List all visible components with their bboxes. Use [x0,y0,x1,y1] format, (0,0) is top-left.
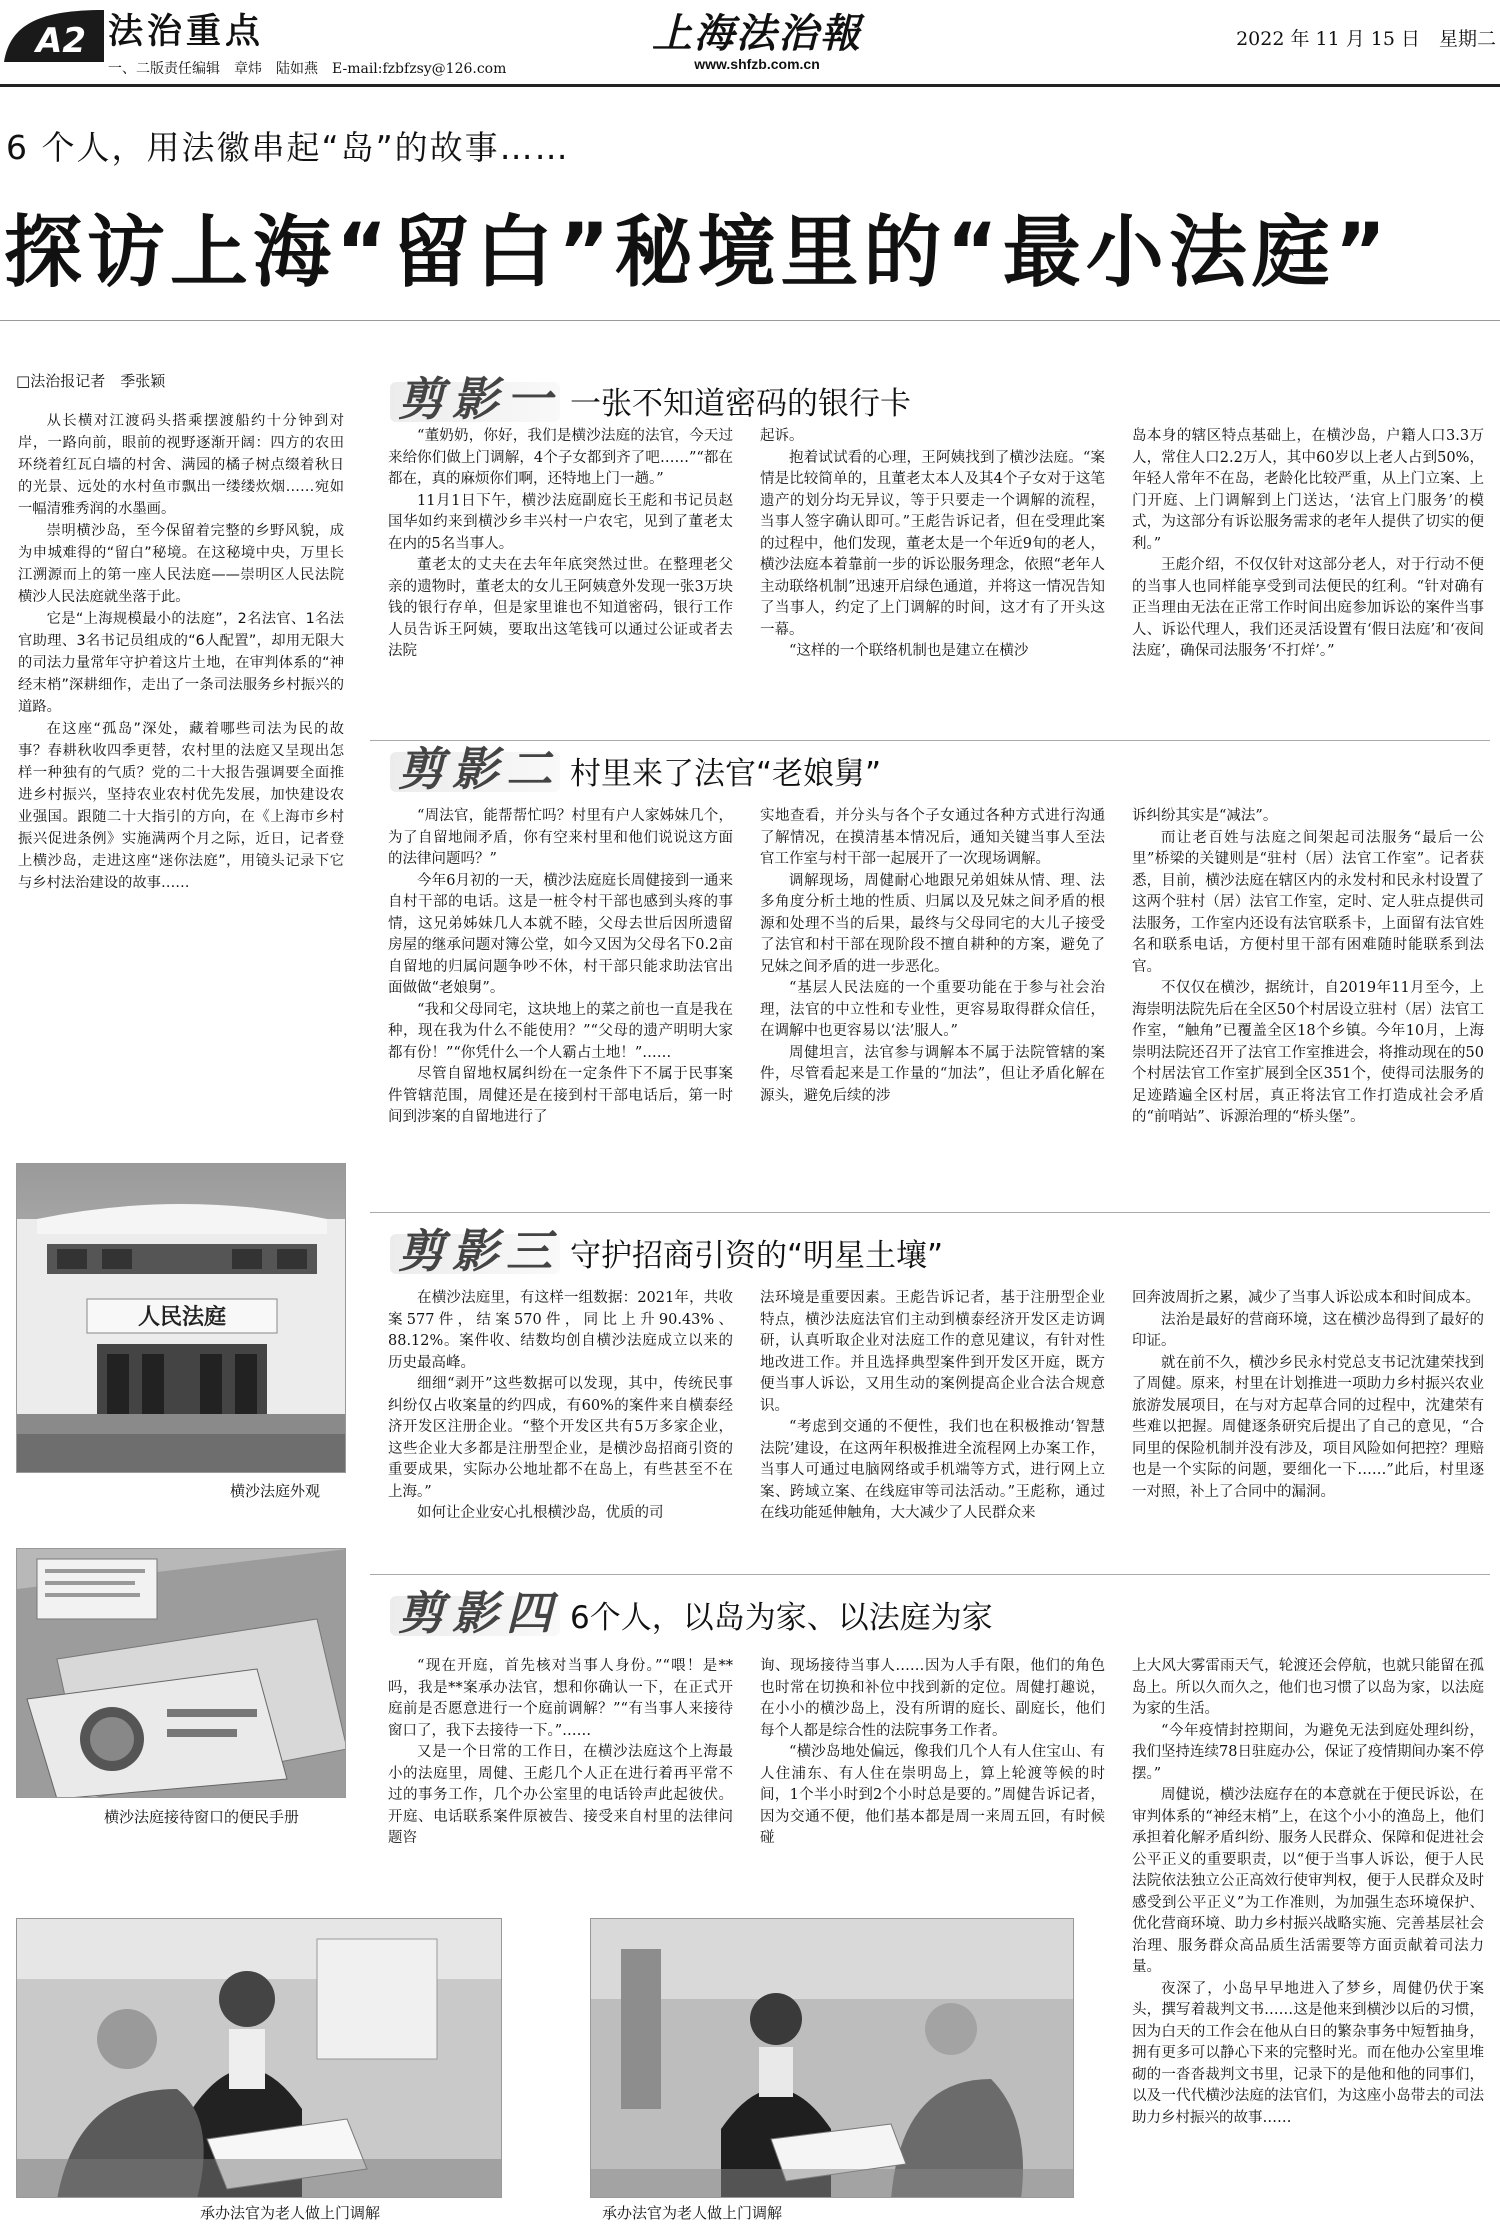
article-paragraph: 不仅仅在横沙，据统计，自2019年11月至今，上海崇明法院先后在全区50个村居设立驻村（居）法官工作室，“触角”已覆盖全区18个乡镇。今年10月，上海崇明法院还召开了法官工作室推进会，将推动现在的50个村居法官工作室扩展到全区351个，使得司法服务的足迹踏遍全区村居，真正将法官工作打造成社会矛盾的“前哨站”、诉源治理的“桥头堡”。 [1132,980,1484,1125]
article-paragraph: 上大风大雾雷雨天气，轮渡还会停航，也就只能留在孤岛上。所以久而久之，他们也习惯了以岛为家，以法庭为家的生活。 [1132,1658,1484,1717]
section-number: 剪影三 [398,1224,560,1278]
article-paragraph: 如何让企业安心扎根横沙岛，优质的司 [417,1505,664,1521]
article-column [388,426,733,734]
article-column [1132,1656,1484,2222]
byline-text: 法治报记者 季张颖 [30,372,166,390]
article-paragraph: “我和父母同宅，这块地上的菜之前也一直是我在种，现在我为什么不能使用？”“父母的遗产明明大家都有份！”“你凭什么一个人霸占土地！”…… [388,1001,733,1061]
newspaper-masthead: 上海法治報 [652,10,862,57]
section-heading [370,1218,1490,1284]
article-paragraph: 细细“剥开”这些数据可以发现，其中，传统民事纠纷仅占收案量的约四成，有60%的案件来自横泰经济开发区注册企业。“整个开发区共有5万多家企业，这些企业大多都是注册型企业，是横沙岛招商引资的重要成果，实际办公地址都不在岛上，有些甚至不在上海。” [388,1376,733,1500]
article-column [1132,1288,1484,1568]
article-paragraph: “横沙岛地处偏远，像我们几个人有人住宝山、有人住浦东、有人住在崇明岛上，算上轮渡等候的时间，1个半小时到2个小时总是要的。”周健告诉记者，因为交通不便，他们基本都是周一来周五回，有时候碰 [760,1744,1105,1846]
section-number: 剪影一 [398,372,560,426]
svg-text:A2: A2 [36,21,86,61]
section-title-text: 村里来了法官“老娘舅” [570,756,882,792]
page-number-badge [0,4,110,66]
article-paragraph: 周健坦言，法官参与调解本不属于法院管辖的案件，尽管看起来是工作量的“加法”，但让矛盾化解在源头，避免后续的涉 [760,1044,1105,1104]
article-column [388,1288,733,1568]
section-number: 剪影二 [398,742,560,796]
section-heading [370,366,1490,432]
article-paragraph: 实地查看，并分头与各个子女通过各种方式进行沟通了解情况，在摸清基本情况后，通知关键当事人至法官工作室与村干部一起展开了一次现场调解。 [760,808,1105,867]
article-paragraph: 询、现场接待当事人……因为人手有限，他们的角色也时常在切换和补位中找到新的定位。周健打趣说，在小小的横沙岛上，没有所谓的庭长、副庭长，他们每个人都是综合性的法院事务工作者。 [760,1658,1105,1739]
article-paragraph: 11月1日下午，横沙法庭副庭长王彪和书记员赵国华如约来到横沙乡丰兴村一户农宅，见到了董老太在内的5名当事人。 [388,492,733,552]
article-paragraph: 抱着试试看的心理，王阿姨找到了横沙法庭。“案情是比较简单的，且董老太本人及其4个子女对于这笔遗产的划分均无异议，等于只要走一个调解的流程，当事人签字确认即可。”王彪告诉记者，但在受理此案的过程中，他们发现，董老太是一个年近9旬的老人，横沙法庭本着靠前一步的诉讼服务理念，依照“老年人主动联络机制”迅速开启绿色通道，并将这一情况告知了当事人，约定了上门调解的时间，这才有了开头这一幕。 [760,449,1105,638]
section-heading [370,736,1490,802]
article-paragraph: 法治是最好的营商环境，这在横沙岛得到了最好的印证。 [1132,1311,1484,1349]
issue-date: 2022 年 11 月 15 日 星期二 [1236,28,1496,50]
article-paragraph: 就在前不久，横沙乡民永村党总支书记沈建荣找到了周健。原来，村里在计划推进一项助力乡村振兴农业旅游发展项目，在与对方起草合同的过程中，沈建荣有些难以把握。周健逐条研究后提出了自己的意见，“合同里的保险机制并没有涉及，项目风险如何把控？理赔也是一个实际的问题，要细化一下……”此后，村里逐一对照，补上了合同中的漏洞。 [1132,1354,1484,1500]
article-paragraph: 调解现场，周健耐心地跟兄弟姐妹从情、理、法多角度分析土地的性质、归属以及兄妹之间矛盾的根源和处理不当的后果，最终与父母同宅的大儿子接受了法官和村干部在现阶段不擅自耕种的方案，避免了兄妹之间矛盾的进一步恶化。 [760,872,1105,975]
article-column [388,806,733,1206]
section-heading [370,1580,1490,1646]
handbook-photo [16,1548,346,1798]
lede-paragraph: 它是“上海规模最小的法庭”，2名法官、1名法官助理、3名书记员组成的“6人配置”，却用无限大的司法力量常年守护着这片土地，在审判体系的“神经末梢”深耕细作，走出了一条司法服务乡村振兴的道路。 [18,611,344,715]
header-rule [0,84,1500,87]
photo-caption: 横沙法庭外观 [230,1482,321,1500]
photo-caption: 横沙法庭接待窗口的便民手册 [104,1808,300,1826]
article-paragraph: 王彪介绍，不仅仅针对这部分老人，对于行动不便的当事人也同样能享受到司法便民的红利。“针对确有正当理由无法在正常工作时间出庭参加诉讼的案件当事人、诉讼代理人，我们还灵活设置有‘假日法庭’和‘夜间法庭’，确保司法服务‘不打烊’。” [1132,557,1484,659]
article-column [760,806,1105,1206]
article-paragraph: 法环境是重要因素。王彪告诉记者，基于注册型企业特点，横沙法庭法官们主动到横泰经济开发区走访调研，认真听取企业对法庭工作的意见建议，有针对性地改进工作。并且选择典型案件到开发区开庭，既方便当事人诉讼，又用生动的案例提高企业合法合规意识。 [760,1290,1105,1414]
section-title-text: 一张不知道密码的银行卡 [570,386,911,422]
section-title-text: 6个人，以岛为家、以法庭为家 [570,1600,993,1636]
section-title: 法治重点 [108,12,265,52]
svg-text:人民法庭: 人民法庭 [137,1304,227,1330]
article-paragraph: “现在开庭，首先核对当事人身份。”“喂！是**吗，我是**案承办法官，想和你确认一下，在正式开庭前是否愿意进行一个庭前调解？”“有当事人来接待窗口了，我下去接待一下。”…… [388,1658,733,1739]
court-exterior-photo [16,1163,346,1473]
article-paragraph: 而让老百姓与法庭之间架起司法服务“最后一公里”桥梁的关键则是“驻村（居）法官工作室”。记者获悉，目前，横沙法庭在辖区内的永发村和民永村设置了这两个驻村（居）法官工作室，定时、定人驻点提供司法服务，工作室内还设有法官联系卡，上面留有法官姓名和联系电话，方便村里干部有困难随时能联系到法官。 [1132,829,1484,975]
article-paragraph: 起诉。 [760,428,804,444]
article-paragraph: 岛本身的辖区特点基础上，在横沙岛，户籍人口3.3万人，常住人口2.2万人，其中60岁以上老人占到50%，年轻人常年不在岛，老龄化比较严重，从上门立案、上门开庭、上门调解到上门送达，‘法官上门服务’的模式，为这部分有诉讼服务需求的老年人提供了切实的便利。” [1132,428,1484,552]
photo-caption: 承办法官为老人做上门调解 [602,2204,783,2222]
article-paragraph: 尽管自留地权属纠纷在一定条件下不属于民事案件管辖范围，周健还是在接到村干部电话后，第一时间到涉案的自留地进行了 [388,1066,733,1125]
article-paragraph: 又是一个日常的工作日，在横沙法庭这个上海最小的法庭里，周健、王彪几个人正在进行着再平常不过的事务工作，几个办公室里的电话铃声此起彼伏。开庭、电话联系案件原被告、接受来自村里的法律问题咨 [388,1744,733,1846]
lede-paragraph: 从长横对江渡码头搭乘摆渡船约十分钟到对岸，一路向前，眼前的视野逐渐开阔：四方的农田环绕着红瓦白墙的村舍、满园的橘子树点缀着秋日的光景、远处的水村鱼市飘出一缕缕炊烟……宛如一幅清雅秀润的水墨画。 [18,413,344,517]
section-title-text: 守护招商引资的“明星土壤” [570,1238,944,1274]
section-number: 剪影四 [398,1586,560,1640]
lede-paragraph: 在这座“孤岛”深处，藏着哪些司法为民的故事？春耕秋收四季更替，农村里的法庭又呈现出怎样一种独有的气质？党的二十大报告强调要全面推进乡村振兴，坚持农业农村优先发展，加快建设农业强国。跟随二十大指引的方向，在《上海市乡村振兴促进条例》实施满两个月之际，近日，记者登上横沙岛，走进这座“迷你法庭”，用镜头记录下它与乡村法治建设的故事…… [18,721,344,891]
article-column [1132,806,1484,1206]
article-paragraph: “董奶奶，你好，我们是横沙法庭的法官，今天过来给你们做上门调解，4个子女都到齐了吧……”“都在都在，真的麻烦你们啊，还特地上门一趟。” [388,428,733,487]
home-visit-photo [16,1918,502,2198]
main-headline: 探访上海“留白”秘境里的“最小法庭” [4,208,1392,298]
article-paragraph: “这样的一个联络机制也是建立在横沙 [789,643,1029,659]
article-paragraph: 今年6月初的一天，横沙法庭庭长周健接到一通来自村干部的电话。这是一桩令村干部也感到头疼的事情，这兄弟姊妹几人本就不睦，父母去世后因所遗留房屋的继承问题对簿公堂，如今又因为父母名下0.2亩自留地的归属问题争吵不休，村干部只能求助法官出面做做“老娘舅”。 [388,872,733,996]
article-paragraph: 周健说，横沙法庭存在的本意就在于便民诉讼，在审判体系的“神经末梢”上，在这个小小的渔岛上，他们承担着化解矛盾纠纷、服务人民群众、保障和促进社会公平正义的重要职责，以“便于当事人诉讼，便于人民法院依法独立公正高效行使审判权，便于人民群众及时感受到公平正义”为工作准则，为加强生态环境保护、优化营商环境、助力乡村振兴战略实施、完善基层社会治理、服务群众高品质生活需要等方面贡献着司法力量。 [1132,1787,1484,1975]
article-paragraph: “考虑到交通的不便性，我们也在积极推动‘智慧法院’建设，在这两年积极推进全流程网上办案工作，当事人可通过电脑网络或手机端等方式，进行网上立案、跨域立案、在线庭审等司法活动。”王彪称，通过在线功能延伸触角，大大减少了人民群众来 [760,1419,1105,1521]
article-column [760,1656,1105,1904]
article-column [388,1656,733,1904]
article-paragraph: 在横沙法庭里，有这样一组数据：2021年，共收案577件，结案570件，同比上升90.43%、88.12%。案件收、结数均创自横沙法庭成立以来的历史最高峰。 [388,1290,733,1371]
headline-kicker: 6 个人，用法徽串起“岛”的故事…… [6,128,570,167]
article-paragraph: “周法官，能帮帮忙吗？村里有户人家姊妹几个，为了自留地闹矛盾，你有空来村里和他们说说这方面的法律问题吗？” [388,808,733,867]
section-divider [370,1212,1490,1213]
article-paragraph: “基层人民法庭的一个重要功能在于参与社会治理，法官的中立性和专业性，更容易取得群众信任，在调解中也更容易以‘法’服人。” [760,980,1105,1039]
article-paragraph: 回奔波周折之累，减少了当事人诉讼成本和时间成本。 [1132,1290,1480,1306]
byline: □法治报记者 季张颖 [16,372,166,390]
article-paragraph: 董老太的丈夫在去年年底突然过世。在整理老父亲的遗物时，董老太的女儿王阿姨意外发现一张3万块钱的银行存单，但是家里谁也不知道密码，银行工作人员告诉王阿姨，要取出这笔钱可以通过公证或者去法院 [388,557,733,659]
article-column [1132,426,1484,734]
newspaper-url[interactable]: www.shfzb.com.cn [694,56,820,72]
section-divider [370,1574,1490,1575]
photo-caption: 承办法官为老人做上门调解 [200,2204,381,2222]
headline-rule [0,320,1500,321]
article-paragraph: “今年疫情封控期间，为避免无法到庭处理纠纷，我们坚持连续78日驻庭办公，保证了疫情期间办案不停摆。” [1132,1722,1484,1782]
article-column [760,1288,1105,1568]
article-column [760,426,1105,734]
article-paragraph: 诉纠纷其实是“减法”。 [1132,808,1278,824]
editors-line: 一、二版责任编辑 章炜 陆如燕 E-mail:fzbfzsy@126.com [108,61,507,77]
home-visit-photo [590,1918,1074,2198]
lede-paragraph: 崇明横沙岛，至今保留着完整的乡野风貌，成为申城难得的“留白”秘境。在这秘境中央，万里长江溯源而上的第一座人民法庭——崇明区人民法院横沙人民法庭就坐落于此。 [18,523,344,605]
article-paragraph: 夜深了，小岛早早地进入了梦乡，周健仍伏于案头，撰写着裁判文书……这是他来到横沙以后的习惯，因为白天的工作会在他从白日的繁杂事务中短暂抽身，拥有更多可以静心下来的完整时光。而在他办公室里堆砌的一沓沓裁判文书里，记录下的是他和他的同事们，以及一代代横沙法庭的法官们，为这座小岛带去的司法助力乡村振兴的故事…… [1132,1980,1484,2126]
